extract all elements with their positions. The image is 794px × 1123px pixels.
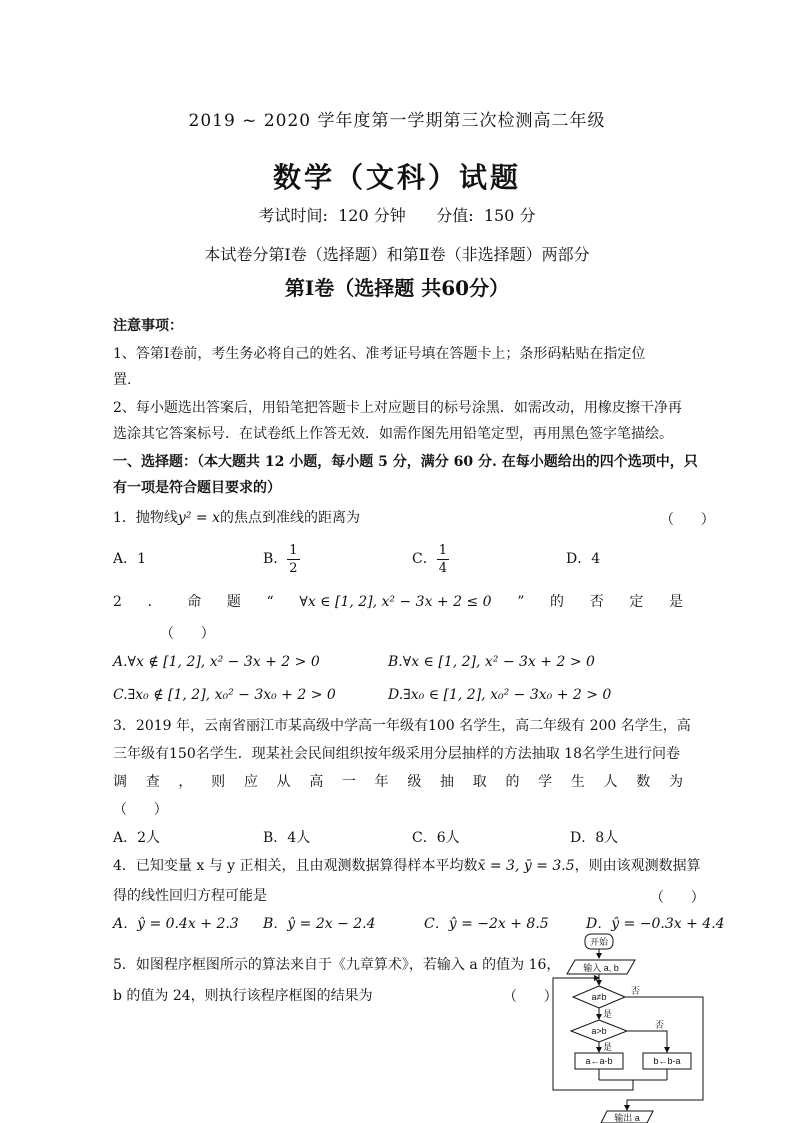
q2-option-b: B.∀x ∈ [1, 2], x² − 3x + 2 > 0	[388, 654, 595, 670]
q2-part: 是	[669, 594, 683, 610]
part-one-heading: 第Ⅰ卷（选择题 共60分）	[284, 276, 510, 300]
q3-option-d: D．8人	[570, 830, 619, 846]
q3-char: 查	[145, 774, 160, 790]
note-2-line-1: 2、每小题选出答案后，用铅笔把答题卡上对应题目的标号涂黑．如需改动，用橡皮擦干净再	[113, 400, 682, 416]
q4-means: x̄ = 3, ȳ = 3.5	[477, 858, 575, 874]
q4-line1-post: ，则由该观测数据算	[574, 858, 701, 874]
q3-char: 的	[505, 774, 520, 790]
note-1-line-1: 1、答第Ⅰ卷前，考生务必将自己的姓名、准考证号填在答题卡上；条形码粘贴在指定位	[113, 346, 646, 362]
algorithm-flowchart	[545, 930, 715, 1123]
q3-char: 学	[538, 774, 553, 790]
q3-char: 人	[603, 774, 618, 790]
q4-option-b: B．ŷ = 2x − 2.4	[263, 916, 376, 932]
notes-heading: 注意事项：	[113, 318, 183, 334]
q3-char: 从	[276, 774, 291, 790]
q1-option-c-denominator: 4	[438, 560, 447, 576]
q4-line1-pre: 4．已知变量 x 与 y 正相关，且由观测数据算得样本平均数	[113, 858, 478, 874]
q3-char: 数	[636, 774, 651, 790]
q3-char: 取	[472, 774, 487, 790]
flow-box-right-label: b←b-a	[653, 1056, 681, 1066]
question-4-line-2: 得的线性回归方程可能是	[113, 888, 267, 904]
q3-char: 抽	[440, 774, 455, 790]
question-1-text-pre: 1．抛物线	[113, 510, 178, 526]
q1-option-b-label: B．	[263, 551, 288, 567]
exam-header-line: 2019 ~ 2020 学年度第一学期第三次检测高二年级	[188, 111, 606, 131]
question-2-line-1	[113, 592, 683, 612]
q1-option-c	[412, 540, 449, 578]
q3-char: 调	[113, 774, 127, 790]
q2-part: 题	[226, 594, 241, 610]
question-4-answer-paren: （ ）	[650, 890, 705, 906]
q2-option-d: D.∃x₀ ∈ [1, 2], x₀² − 3x₀ + 2 > 0	[388, 687, 612, 703]
flow-cond2-label: a>b	[591, 1026, 607, 1036]
q2-proposition: ∀x ∈ [1, 2], x² − 3x + 2 ≤ 0	[299, 594, 492, 610]
question-1-answer-paren: （ ）	[660, 512, 715, 528]
q1-option-c-fraction	[437, 542, 449, 577]
q2-part: 定	[629, 594, 644, 610]
exam-structure: 本试卷分第Ⅰ卷（选择题）和第Ⅱ卷（非选择题）两部分	[204, 245, 590, 264]
flow-input-label: 输入 a, b	[583, 963, 619, 973]
exam-title: 数学（文科）试题	[272, 161, 521, 194]
q1-option-b-fraction	[287, 542, 299, 577]
q1-option-d: D．4	[566, 551, 601, 567]
q1-option-c-label: C．	[412, 551, 437, 567]
q3-char: 应	[243, 774, 258, 790]
flow-yes2-label: 是	[603, 1042, 613, 1052]
q1-option-b-denominator: 2	[289, 560, 298, 576]
question-3-line-2: 三年级有150名学生．现某社会民间组织按年级采用分层抽样的方法抽取 18名学生进行问卷	[113, 746, 680, 762]
question-3-line-1: 3．2019 年，云南省丽江市某高级中学高一年级有100 名学生，高二年级有 200 名学生，高	[113, 718, 691, 734]
flow-start-label: 开始	[589, 937, 609, 947]
question-2-answer-paren: （ ）	[160, 626, 215, 642]
q4-option-d: D．ŷ = −0.3x + 4.4	[586, 916, 725, 932]
question-1-formula: y² = x	[177, 510, 220, 526]
q2-part: 2	[113, 594, 122, 610]
q1-option-c-numerator: 1	[438, 542, 447, 558]
flow-cond1-label: a≠b	[591, 992, 607, 1002]
q2-part: “	[266, 594, 274, 610]
question-1	[113, 508, 360, 528]
q3-option-a: A．2人	[113, 830, 161, 846]
flow-box-left-label: a←a-b	[585, 1056, 613, 1066]
flow-arrow	[627, 1031, 667, 1052]
question-5-answer-paren: （ ）	[503, 989, 558, 1005]
q3-char: 则	[211, 774, 226, 790]
section-one-line-2: 有一项是符合题目要求的）	[113, 480, 281, 496]
section-one-line-1: 一、选择题：（本大题共 12 小题，每小题 5 分，满分 60 分. 在每小题给出的四个选项中，只	[113, 454, 698, 470]
q2-part: 的	[550, 594, 565, 610]
q4-option-a: A．ŷ = 0.4x + 2.3	[113, 916, 239, 932]
q3-char: 高	[309, 774, 324, 790]
question-1-text-post: 的焦点到准线的距离为	[219, 510, 360, 526]
q3-char: ，	[178, 774, 193, 790]
q2-part: 否	[589, 594, 604, 610]
q1-option-b-numerator: 1	[289, 542, 298, 558]
flow-no1-label: 否	[631, 986, 641, 996]
q2-option-c: C.∃x₀ ∉ [1, 2], x₀² − 3x₀ + 2 > 0	[113, 687, 336, 703]
q3-char: 生	[570, 774, 585, 790]
question-3-line-3	[113, 772, 683, 792]
question-5-line-1: 5．如图程序框图所示的算法来自于《九章算术》，若输入 a 的值为 16，	[113, 957, 561, 973]
q2-part: ．	[147, 594, 162, 610]
question-5-line-2: b 的值为 24，则执行该程序框图的结果为	[113, 988, 373, 1004]
flow-output-label: 输出 a	[614, 1113, 640, 1123]
q3-char: 级	[407, 774, 422, 790]
note-2-line-2: 选涂其它答案标号．在试卷纸上作答无效．如需作图先用铅笔定型，再用黑色签字笔描绘。	[113, 426, 673, 442]
note-1-line-2: 置.	[113, 372, 132, 388]
q1-option-a: A．1	[113, 551, 147, 567]
q2-part: ”	[517, 594, 525, 610]
q3-option-b: B．4人	[263, 830, 311, 846]
exam-time-score: 考试时间: 120 分钟 分值: 150 分	[258, 206, 536, 225]
question-3-answer-paren: （ ）	[113, 802, 168, 818]
q1-option-b	[263, 540, 300, 578]
flow-yes1-label: 是	[603, 1009, 613, 1019]
q2-part: 命	[187, 594, 202, 610]
q3-char: 年	[374, 774, 389, 790]
q3-char: 为	[668, 774, 683, 790]
q4-option-c: C．ŷ = −2x + 8.5	[424, 916, 549, 932]
q3-char: 一	[341, 774, 356, 790]
question-4-line-1	[113, 856, 701, 876]
q3-option-c: C．6人	[412, 830, 460, 846]
q2-option-a: A.∀x ∉ [1, 2], x² − 3x + 2 > 0	[113, 654, 320, 670]
flow-no2-label: 否	[655, 1020, 665, 1030]
